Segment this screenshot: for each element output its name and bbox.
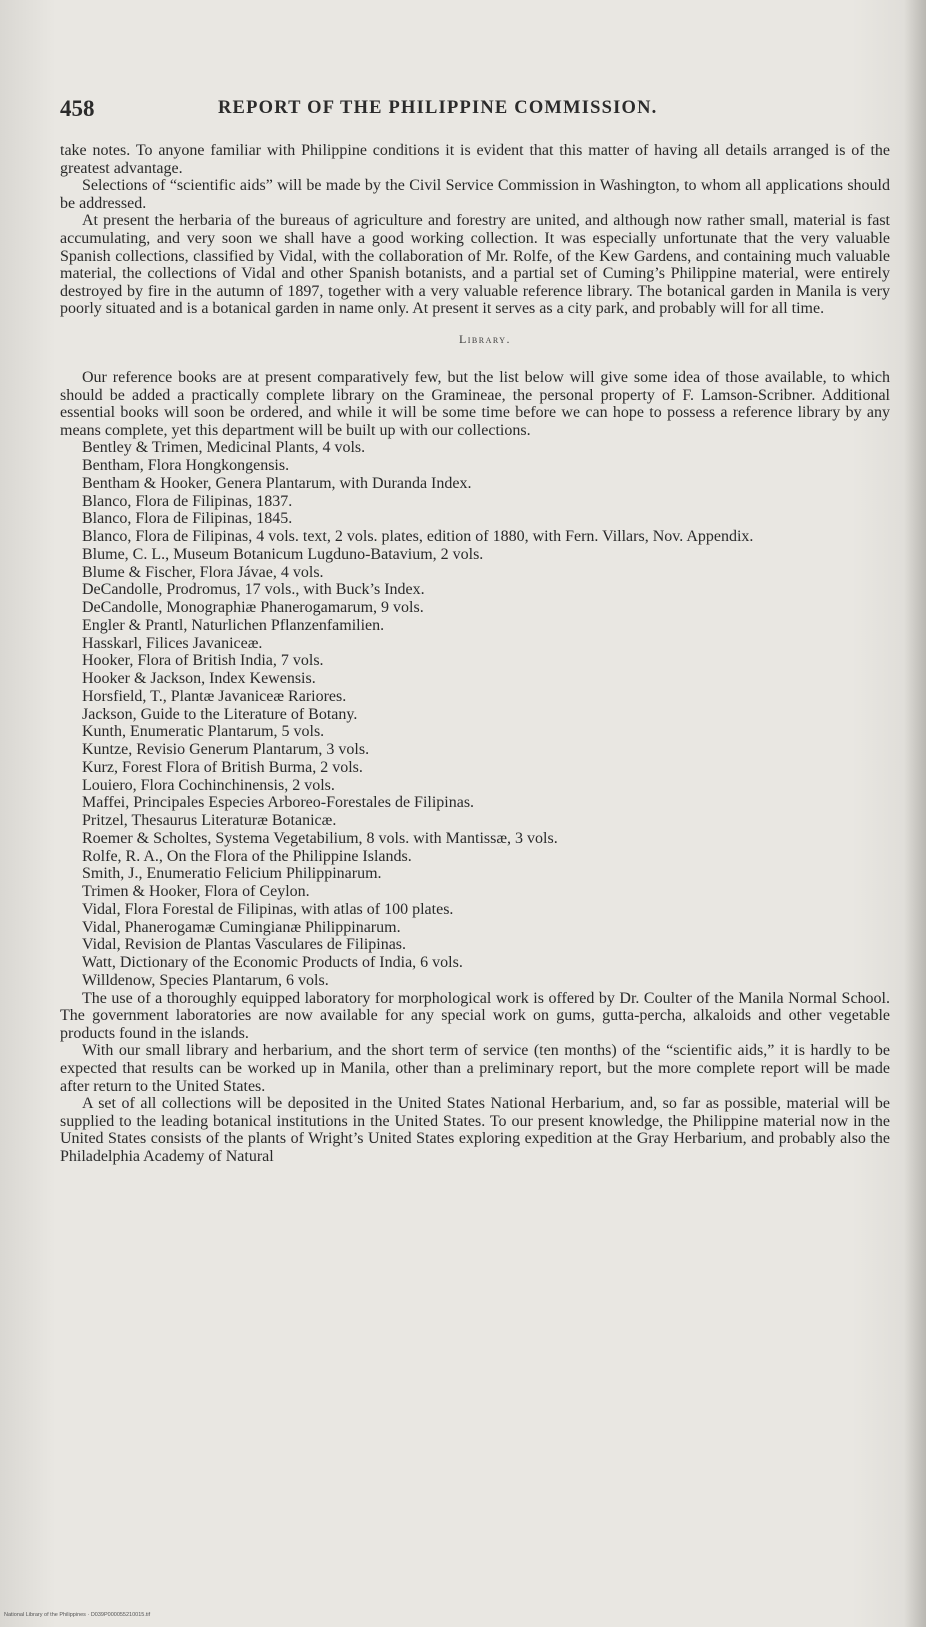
scan-footer-stamp: National Library of the Philippines · D039P000055210015.tif	[4, 1612, 151, 1618]
reference-item: Blanco, Flora de Filipinas, 1837.	[82, 492, 293, 510]
reference-item: Watt, Dictionary of the Economic Products of India, 6 vols.	[82, 954, 463, 972]
reference-item: Hooker, Flora of British India, 7 vols.	[82, 652, 324, 670]
reference-item: Engler & Prantl, Naturlichen Pflanzenfamilien.	[82, 616, 385, 634]
paragraph-library-intro: Our reference books are at present comparatively few, but the list below will give some idea of those available, to which should be added a practically complete library on the Gramineae, the personal property of F. Lamson-Scribner. Additional essential books will soon be ordered, and while it will be some time before we can hope to possess a reference library by any means complete, yet this department will be built up with our collections.	[60, 368, 890, 439]
reference-item: Smith, J., Enumeratio Felicium Philippinarum.	[82, 865, 382, 883]
reference-item: Trimen & Hooker, Flora of Ceylon.	[82, 883, 310, 901]
reference-item: Louiero, Flora Cochinchinensis, 2 vols.	[82, 776, 335, 794]
reference-item: Bentham & Hooker, Genera Plantarum, with Duranda Index.	[82, 474, 472, 492]
paragraph-laboratory: The use of a thoroughly equipped laboratory for morphological work is offered by Dr. Coulter of the Manila Normal School. The government laboratories are now available for any special work on gums, gutta-percha, alkaloids and other vegetable products found in the islands.	[60, 989, 890, 1042]
reference-item: Roemer & Scholtes, Systema Vegetabilium, 8 vols. with Mantissæ, 3 vols.	[82, 829, 558, 847]
reference-item: Maffei, Principales Especies Arboreo-Forestales de Filipinas.	[82, 794, 475, 812]
running-head: REPORT OF THE PHILIPPINE COMMISSION.	[218, 98, 658, 118]
paragraph-library-herbarium: With our small library and herbarium, and the short term of service (ten months) of the “scientific aids,” it is hardly to be expected that results can be worked up in Manila, other than a preliminary report, but the more complete report will be made after return to the United States.	[60, 1042, 890, 1095]
reference-item: DeCandolle, Monographiæ Phanerogamarum, 9 vols.	[82, 599, 424, 617]
page-number: 458	[60, 96, 95, 121]
paragraph-continued: take notes. To anyone familiar with Philippine conditions it is evident that this matter of having all details arranged is of the greatest advantage.	[60, 142, 890, 177]
paragraph-herbaria: At present the herbaria of the bureaus of agriculture and forestry are united, and although now rather small, material is fast accumulating, and very soon we shall have a good working collection. It was especially unfortunate that the very valuable Spanish collections, classified by Vidal, with the collaboration of Mr. Rolfe, of the Kew Gardens, and containing much valuable material, the collections of Vidal and other Spanish botanists, and a partial set of Cuming’s Philippine material, were entirely destroyed by fire in the autumn of 1897, together with a very valuable reference library. The botanical garden in Manila is very poorly situated and is a botanical garden in name only. At present it serves as a city park, and probably will for all time.	[60, 212, 890, 318]
reference-item: Willdenow, Species Plantarum, 6 vols.	[82, 971, 329, 989]
page-edge-shadow	[904, 0, 926, 1627]
paragraph-selections: Selections of “scientific aids” will be made by the Civil Service Commission in Washington, to whom all applications should be addressed.	[60, 177, 890, 212]
page-body	[60, 142, 890, 1166]
reference-item: Blume, C. L., Museum Botanicum Lugduno-Batavium, 2 vols.	[82, 545, 484, 563]
reference-item: Hooker & Jackson, Index Kewensis.	[82, 670, 316, 688]
reference-item: Vidal, Revision de Plantas Vasculares de Filipinas.	[82, 936, 407, 954]
reference-item: Vidal, Phanerogamæ Cumingianæ Philippinarum.	[82, 918, 401, 936]
reference-item: Kurz, Forest Flora of British Burma, 2 vols.	[82, 758, 363, 776]
reference-item: Blume & Fischer, Flora Jávae, 4 vols.	[82, 563, 324, 581]
paragraph-collections: A set of all collections will be deposited in the United States National Herbarium, and, so far as possible, material will be supplied to the leading botanical institutions in the United States. To our present knowledge, the Philippine material now in the United States consists of the plants of Wright’s United States exploring expedition at the Gray Herbarium, and probably also the Philadelphia Academy of Natural	[60, 1095, 890, 1165]
reference-item: Bentham, Flora Hongkongensis.	[82, 457, 290, 475]
reference-item: Rolfe, R. A., On the Flora of the Philippine Islands.	[82, 847, 412, 865]
reference-item: Hasskarl, Filices Javaniceæ.	[82, 634, 263, 652]
section-title-library: Library.	[458, 331, 512, 346]
reference-item: Kunth, Enumeratic Plantarum, 5 vols.	[82, 723, 325, 741]
reference-item: Vidal, Flora Forestal de Filipinas, with atlas of 100 plates.	[82, 900, 454, 918]
reference-item: Bentley & Trimen, Medicinal Plants, 4 vols.	[82, 439, 366, 457]
reference-item: DeCandolle, Prodromus, 17 vols., with Buck’s Index.	[82, 581, 425, 599]
reference-item: Blanco, Flora de Filipinas, 1845.	[82, 510, 293, 528]
reference-list	[60, 439, 890, 989]
reference-item: Jackson, Guide to the Literature of Botany.	[82, 705, 358, 723]
reference-item: Blanco, Flora de Filipinas, 4 vols. text, 2 vols. plates, edition of 1880, with Fern. Villars, Nov. Appendix.	[82, 528, 754, 546]
closing-paragraphs	[60, 990, 890, 1166]
reference-item: Kuntze, Revisio Generum Plantarum, 3 vols.	[82, 741, 370, 759]
page-header	[60, 96, 890, 126]
reference-item: Horsfield, T., Plantæ Javaniceæ Rariores.	[82, 687, 347, 705]
reference-item: Pritzel, Thesaurus Literaturæ Botanicæ.	[82, 812, 337, 830]
